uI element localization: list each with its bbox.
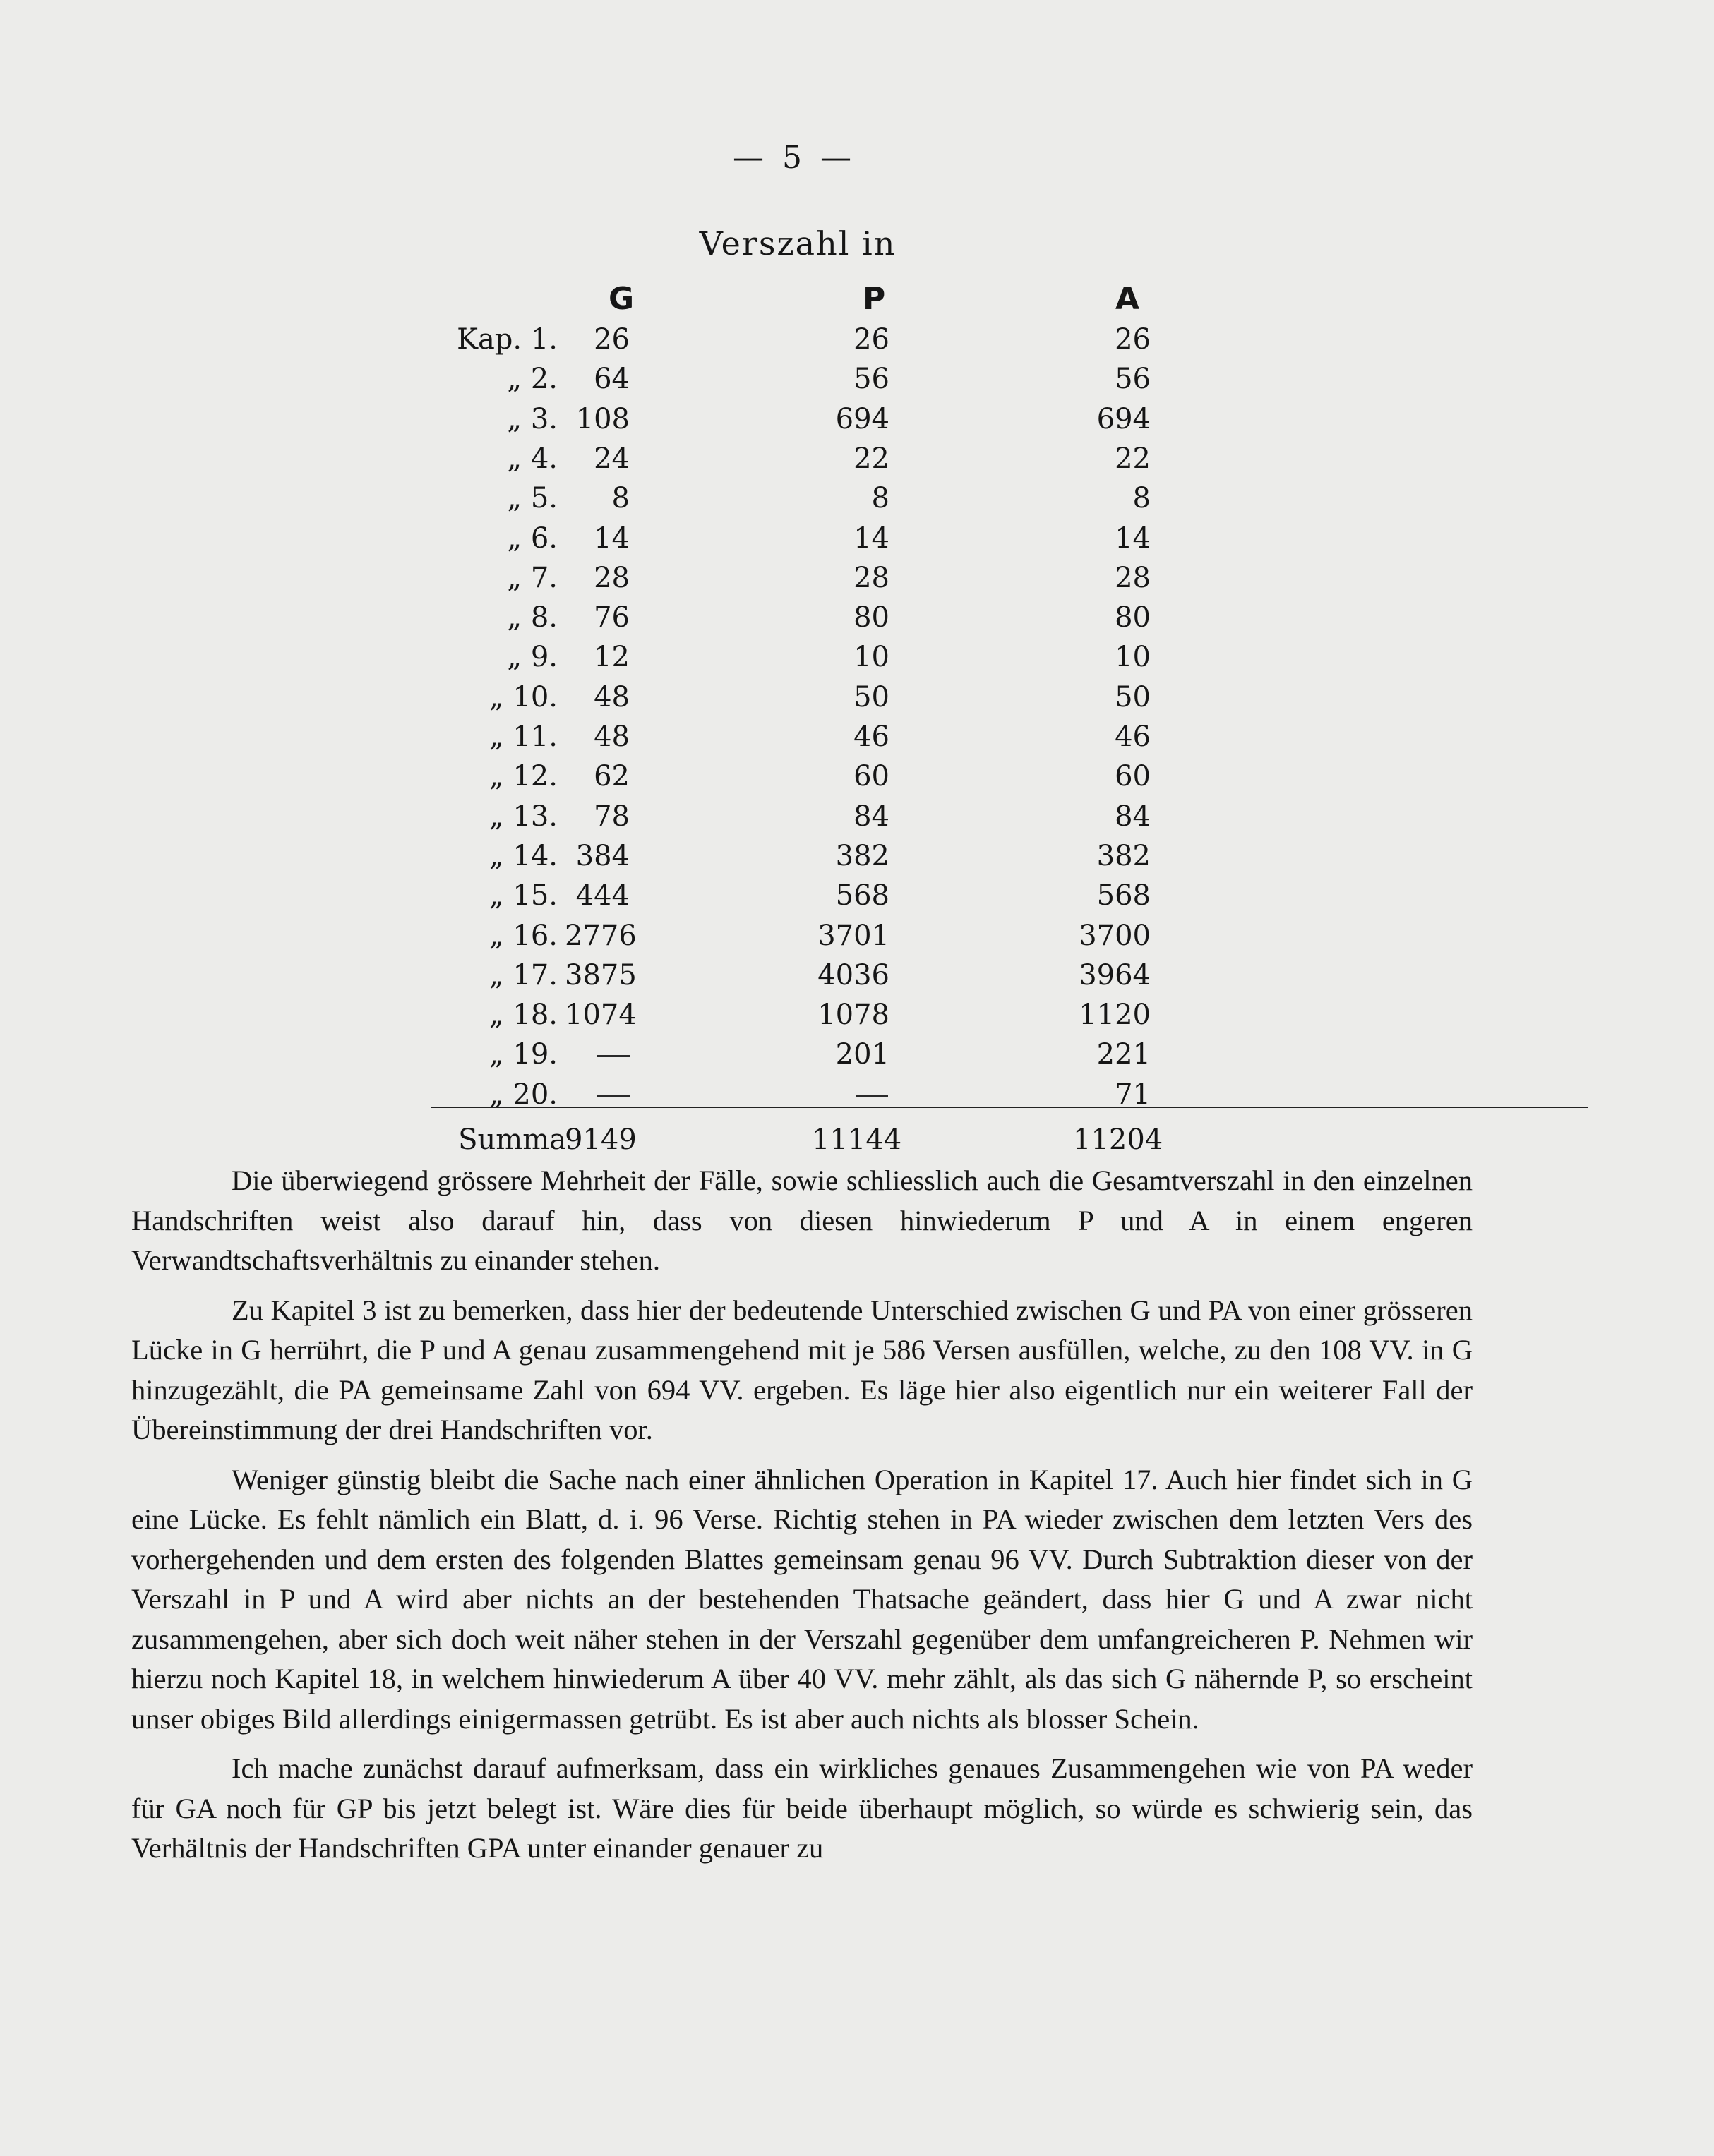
paragraph: Ich mache zunächst darauf aufmerksam, dass ein wirkliches genaues Zusammengehen wie von PA weder für GA noch für GP bis jetzt belegt ist. Wäre dies für beide überhaupt möglich, so würde es schwierig sein, das Verhältnis der Handschriften GPA unter einander genauer zu xyxy=(131,1752,1473,1864)
column-header-p: P xyxy=(863,281,886,317)
cell-g: 78 xyxy=(594,800,630,833)
cell-a: 22 xyxy=(1115,442,1151,475)
row-label: „ 4. xyxy=(507,442,558,475)
body-text xyxy=(131,1161,1473,1879)
row-label: „ 15. xyxy=(489,879,558,912)
cell-g: 62 xyxy=(594,760,630,793)
sum-rule xyxy=(431,1107,1588,1108)
row-label: „ 17. xyxy=(489,959,558,992)
cell-p: 22 xyxy=(853,442,889,475)
cell-a: 60 xyxy=(1115,760,1151,793)
cell-a: 382 xyxy=(1096,840,1151,872)
cell-p: 1078 xyxy=(817,999,889,1031)
cell-g: 28 xyxy=(594,562,630,594)
cell-a: 14 xyxy=(1115,522,1151,555)
row-label: „ 9. xyxy=(507,641,558,673)
cell-a: 26 xyxy=(1115,323,1151,356)
row-label: „ 10. xyxy=(489,681,558,713)
cell-p: 60 xyxy=(853,760,889,793)
cell-g: 384 xyxy=(575,840,630,872)
cell-p: 382 xyxy=(835,840,889,872)
cell-g: 3875 xyxy=(565,959,637,992)
row-label: „ 3. xyxy=(507,403,558,435)
cell-g: 108 xyxy=(575,403,630,435)
row-label: „ 14. xyxy=(489,840,558,872)
cell-g: 8 xyxy=(611,482,630,514)
summa-label: Summa xyxy=(458,1124,566,1156)
cell-g: 48 xyxy=(594,721,630,753)
cell-g: 24 xyxy=(594,442,630,475)
cell-g: 26 xyxy=(594,323,630,356)
cell-a: 84 xyxy=(1115,800,1151,833)
row-label: „ 12. xyxy=(489,760,558,793)
cell-p: 568 xyxy=(835,879,889,912)
cell-g: 2776 xyxy=(565,920,637,952)
row-label: „ 5. xyxy=(507,482,558,514)
cell-g: 64 xyxy=(594,363,630,395)
cell-p: 50 xyxy=(853,681,889,713)
cell-a: 1120 xyxy=(1079,999,1151,1031)
row-label: „ 13. xyxy=(489,800,558,833)
cell-a: 221 xyxy=(1096,1038,1151,1071)
cell-g: 48 xyxy=(594,681,630,713)
cell-p: 201 xyxy=(835,1038,889,1071)
row-label: Kap. 1. xyxy=(457,323,558,356)
column-header-g: G xyxy=(609,281,635,317)
cell-a: 3700 xyxy=(1079,920,1151,952)
cell-a: 71 xyxy=(1115,1078,1151,1111)
paragraph: Zu Kapitel 3 ist zu bemerken, dass hier der bedeutende Unterschied zwischen G und PA von einer grösseren Lücke in G herrührt, die P und A genau zusammengehend mit je 586 Versen ausfüllen, welche, zu den 108 VV. in G hinzugezählt, die PA gemeinsame Zahl von 694 VV. ergeben. Es läge hier also eigentlich nur ein weiterer Fall der Übereinstimmung der drei Handschriften vor. xyxy=(131,1294,1473,1445)
cell-a: 3964 xyxy=(1079,959,1151,992)
cell-p: 26 xyxy=(853,323,889,356)
cell-a: 694 xyxy=(1096,403,1151,435)
column-header-a: A xyxy=(1115,281,1140,317)
summa-g: 9149 xyxy=(565,1124,637,1156)
row-label: „ 8. xyxy=(507,601,558,634)
cell-p: 4036 xyxy=(817,959,889,992)
row-label: „ 2. xyxy=(507,363,558,395)
table-title: Verszahl in xyxy=(699,224,897,263)
cell-p: 10 xyxy=(853,641,889,673)
row-label: „ 19. xyxy=(489,1038,558,1071)
paragraph: Die überwiegend grössere Mehrheit der Fälle, sowie schliesslich auch die Gesamtverszahl in den einzelnen Handschriften weist also darauf hin, dass von diesen hinwiederum P und A in einem engeren Verwandtschaftsverhältnis zu einander stehen. xyxy=(131,1164,1473,1276)
summa-p: 11144 xyxy=(812,1124,902,1156)
empty-dash xyxy=(597,1095,630,1097)
cell-p: 80 xyxy=(853,601,889,634)
summa-a: 11204 xyxy=(1073,1124,1163,1156)
row-label: „ 18. xyxy=(489,999,558,1031)
cell-a: 8 xyxy=(1132,482,1151,514)
cell-a: 28 xyxy=(1115,562,1151,594)
row-label: „ 11. xyxy=(489,721,558,753)
cell-p: 46 xyxy=(853,721,889,753)
cell-p: 694 xyxy=(835,403,889,435)
cell-a: 80 xyxy=(1115,601,1151,634)
row-label: „ 7. xyxy=(507,562,558,594)
cell-a: 10 xyxy=(1115,641,1151,673)
cell-g: 444 xyxy=(575,879,630,912)
cell-g: 76 xyxy=(594,601,630,634)
cell-p: 56 xyxy=(853,363,889,395)
cell-p: 84 xyxy=(853,800,889,833)
cell-p: 3701 xyxy=(817,920,889,952)
page-number: — 5 — xyxy=(733,140,856,176)
cell-g: 12 xyxy=(594,641,630,673)
empty-dash xyxy=(856,1095,888,1097)
cell-a: 46 xyxy=(1115,721,1151,753)
paragraph: Weniger günstig bleibt die Sache nach einer ähnlichen Operation in Kapitel 17. Auch hier findet sich in G eine Lücke. Es fehlt nämlich ein Blatt, d. i. 96 Verse. Richtig stehen in PA wieder zwischen dem letzten Vers des vorhergehenden und dem ersten des folgenden Blattes gemeinsam genau 96 VV. Durch Subtraktion dieser von der Verszahl in P und A wird aber nichts an der bestehenden Thatsache geändert, dass hier G und A zwar nicht zusammengehen, aber sich doch weit näher stehen in der Verszahl gegenüber dem umfangreicheren P. Nehmen wir hierzu noch Kapitel 18, in welchem hinwiederum A über 40 VV. mehr zählt, als das sich G nähernde P, so erscheint unser obiges Bild allerdings einigermassen getrübt. Es ist aber auch nichts als blosser Schein. xyxy=(131,1463,1473,1735)
cell-p: 28 xyxy=(853,562,889,594)
cell-g: 14 xyxy=(594,522,630,555)
cell-a: 568 xyxy=(1096,879,1151,912)
row-label: „ 20. xyxy=(489,1078,558,1111)
cell-a: 50 xyxy=(1115,681,1151,713)
empty-dash xyxy=(597,1055,630,1057)
row-label: „ 16. xyxy=(489,920,558,952)
cell-p: 8 xyxy=(871,482,889,514)
cell-g: 1074 xyxy=(565,999,637,1031)
cell-p: 14 xyxy=(853,522,889,555)
row-label: „ 6. xyxy=(507,522,558,555)
cell-a: 56 xyxy=(1115,363,1151,395)
